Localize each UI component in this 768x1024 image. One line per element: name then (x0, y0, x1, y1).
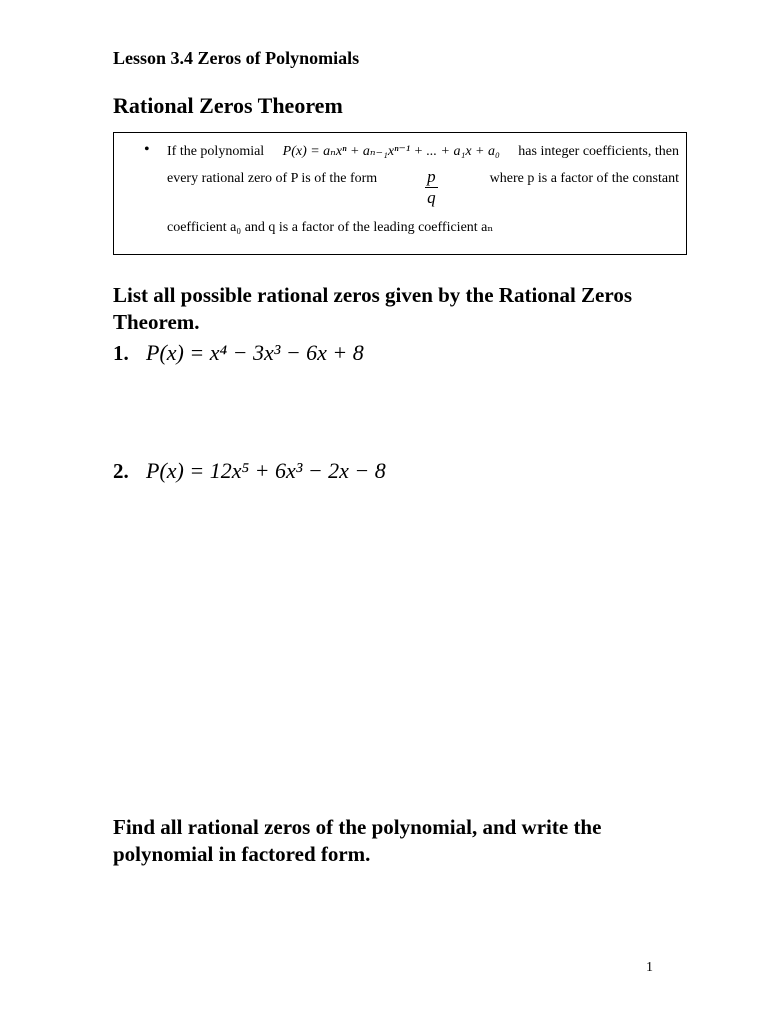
problem-2-expression: P(x) = 12x⁵ + 6x³ − 2x − 8 (146, 458, 386, 483)
theorem-line-2-suffix: where p is a factor of the constant (489, 171, 679, 186)
theorem-line-1-suffix: has integer coefficients, then (518, 144, 679, 159)
problem-1 (113, 340, 364, 366)
problem-1-number: 1. (113, 341, 129, 365)
theorem-line-1-prefix: If the polynomial (167, 144, 265, 159)
fraction-denominator: q (427, 188, 436, 207)
p-over-q-fraction (425, 167, 438, 208)
problem-1-expression: P(x) = x⁴ − 3x³ − 6x + 8 (146, 340, 364, 365)
bullet-point: • (144, 141, 150, 158)
lesson-title: Lesson 3.4 Zeros of Polynomials (113, 48, 360, 68)
theorem-line-2 (167, 167, 679, 208)
general-polynomial-formula: P(x) = aₙxⁿ + aₙ₋₁xⁿ⁻¹ + ... + a₁x + a₀ (282, 144, 500, 159)
problem-2 (113, 458, 386, 484)
page-number: 1 (646, 960, 653, 975)
theorem-line-3: coefficient a₀ and q is a factor of the leading coefficient aₙ (167, 220, 494, 235)
fraction-numerator: p (427, 167, 436, 186)
section-2-heading: Find all rational zeros of the polynomial, and write the polynomial in factored form. (113, 815, 602, 866)
theorem-title: Rational Zeros Theorem (113, 93, 343, 118)
problem-2-number: 2. (113, 459, 129, 483)
section-1-heading: List all possible rational zeros given by the Rational Zeros Theorem. (113, 283, 632, 334)
theorem-line-1 (167, 143, 679, 160)
theorem-line-2-prefix: every rational zero of P is of the form (167, 171, 378, 186)
